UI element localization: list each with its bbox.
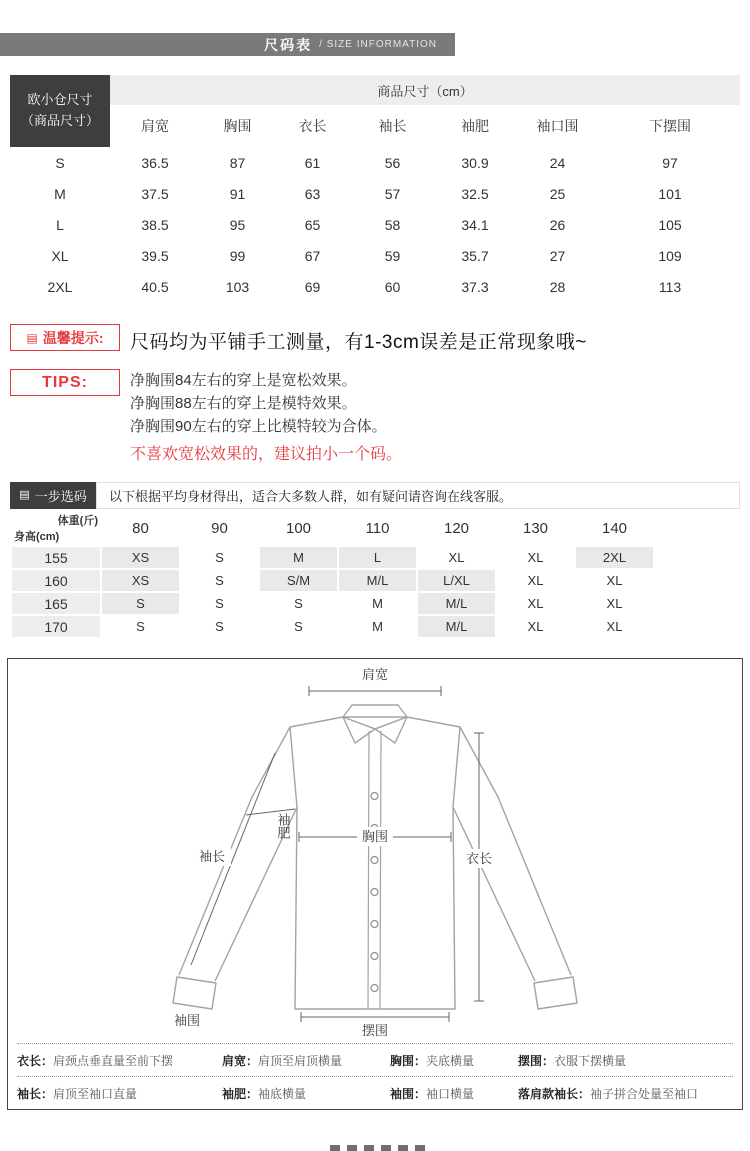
size-cell: 113 [658,278,682,295]
size-cell: 25 [549,185,566,202]
corner-line1: 欧小仓尺寸 [27,92,93,108]
collar-band [343,705,407,717]
size-cell: 34.1 [461,216,489,233]
table-row [10,271,740,302]
size-cell: 91 [229,185,246,202]
legend-item [222,1052,390,1069]
sleeve-width-label: 袖肥 [275,813,291,839]
legend-term: 袖肥： [222,1087,259,1101]
weight-header: 120 [443,519,470,537]
picker-cell: M/L [418,616,495,637]
legend-desc: 肩顶至袖口直量 [53,1087,138,1101]
table-row [10,147,740,178]
tips-text-block [130,369,402,466]
left-cuff [173,977,216,1009]
warm-tip-text: 尺码均为平铺手工测量，有1-3cm误差是正常现象哦~ [130,332,587,353]
size-cell: 57 [384,185,401,202]
height-label: 155 [12,547,100,568]
size-label: XL [51,247,69,264]
size-cell: 32.5 [461,185,489,202]
picker-cell: XL [527,596,544,611]
hem-label: 摆围 [361,1023,389,1038]
legend-item [518,1085,733,1102]
weight-header: 130 [522,519,549,537]
picker-cell: XL [448,550,465,565]
size-cell: 61 [304,154,321,171]
picker-cell: M/L [418,593,495,614]
table-row [10,178,740,209]
size-cell: 38.5 [141,216,169,233]
col-header-length: 衣长 [298,118,327,134]
chest-label: 胸围 [361,829,389,844]
weight-header: 100 [285,519,312,537]
picker-row [12,547,653,568]
picker-cell: L/XL [418,570,495,591]
picker-cell: L [339,547,416,568]
tips-line: 净胸围84左右的穿上是宽松效果。 [130,372,357,389]
legend-row [17,1076,733,1109]
length-label: 衣长 [465,851,493,866]
weight-header: 90 [211,519,228,537]
picker-cell: S [136,619,145,634]
weight-header: 140 [601,519,628,537]
legend-item [518,1052,733,1069]
shoulder-label: 肩宽 [361,667,389,682]
picker-cell: S [294,596,303,611]
picker-cell: S [215,596,224,611]
picker-cell: M/L [339,570,416,591]
size-cell: 35.7 [461,247,489,264]
picker-cell: S/M [260,570,337,591]
height-label: 170 [12,616,100,637]
legend-term: 摆围： [518,1054,555,1068]
corner-line2: （商品尺寸） [20,113,99,128]
list-icon: ▤ [26,330,38,345]
picker-cell: M [372,596,383,611]
picker-cell: XL [606,596,623,611]
weight-header: 80 [132,519,149,537]
list-icon: ▤ [19,489,30,501]
picker-row [12,593,653,614]
sleeve-length-label: 袖长 [198,849,226,864]
size-cell: 26 [549,216,566,233]
picker-row [12,616,653,637]
legend-item [222,1085,390,1102]
shirt-diagram [9,661,741,1043]
tips-line: 净胸围90左右的穿上比模特较为合体。 [130,418,387,435]
picker-cell: S [215,619,224,634]
size-table-group-header: 商品尺寸（cm） [110,75,740,105]
size-cell: 27 [549,247,566,264]
legend-term: 袖围： [390,1087,427,1101]
picker-cell: XL [527,619,544,634]
size-table-corner [10,75,110,147]
page-subtitle: / SIZE INFORMATION [319,39,437,50]
picker-cell: 2XL [576,547,653,568]
size-cell: 28 [549,278,566,295]
page-title: 尺码表 [264,36,313,53]
section-title-bar [0,33,455,56]
picker-cell: XL [606,619,623,634]
picker-cell: XL [606,573,623,588]
picker-cell: S [102,593,179,614]
size-cell: 36.5 [141,154,169,171]
picker-corner [12,511,100,545]
picker-header-row [12,511,653,545]
size-cell: 24 [549,154,566,171]
size-cell: 69 [304,278,321,295]
size-label: 2XL [47,278,73,295]
size-cell: 40.5 [141,278,169,295]
shoulder-measure-line [309,686,441,696]
height-label: 165 [12,593,100,614]
picker-cell: S [215,550,224,565]
picker-cell: M [372,619,383,634]
size-picker-label: 一步选码 [34,489,87,504]
legend-term: 胸围： [390,1054,427,1068]
weight-axis-label: 体重(斤) [57,515,98,527]
size-cell: 95 [229,216,246,233]
col-header-sleeve-width: 袖肥 [461,118,489,134]
col-header-cuff: 袖口围 [536,118,579,134]
size-cell: 37.5 [141,185,169,202]
size-cell: 56 [384,154,401,171]
size-label: M [54,185,66,202]
hem-measure-line [301,1012,449,1022]
size-cell: 37.3 [461,278,489,295]
picker-cell: S [215,573,224,588]
size-cell: 105 [658,216,682,233]
legend-item [390,1085,518,1102]
size-picker-note: 以下根据平均身材得出，适合大多数人群，如有疑问请咨询在线客服。 [96,482,740,509]
legend-item [390,1052,518,1069]
size-cell: 87 [229,154,246,171]
right-cuff [534,977,577,1009]
weight-header: 110 [365,519,390,537]
picker-cell: M [260,547,337,568]
size-cell: 101 [658,185,682,202]
size-picker-badge [10,482,96,509]
warm-tip-badge [10,324,120,351]
size-cell: 30.9 [461,154,489,171]
legend-desc: 肩颈点垂直量至前下摆 [53,1054,174,1068]
picker-cell: XL [527,550,544,565]
legend-row [17,1043,733,1076]
size-cell: 39.5 [141,247,169,264]
legend-desc: 袖子拼合处量至袖口 [590,1087,699,1101]
legend-term: 袖长： [17,1087,54,1101]
size-cell: 109 [658,247,682,264]
tips-label: TIPS: [42,373,88,391]
picker-cell: S [294,619,303,634]
col-header-chest: 胸围 [223,118,252,134]
legend-term: 衣长： [17,1054,54,1068]
right-sleeve-seam [452,805,535,981]
size-cell: 103 [225,278,250,295]
legend-desc: 袖口横量 [426,1087,475,1101]
legend-desc: 肩顶至肩顶横量 [258,1054,343,1068]
picker-row [12,570,653,591]
tips-line: 净胸围88左右的穿上是模特效果。 [130,395,357,412]
measurement-diagram-box [7,658,743,1110]
height-axis-label: 身高(cm) [14,531,60,543]
legend-desc: 衣服下摆横量 [554,1054,627,1068]
legend-desc: 夹底横量 [426,1054,475,1068]
legend-term: 落肩款袖长： [518,1087,591,1101]
warm-tip-label: 温馨提示: [42,329,104,346]
picker-cell: XS [102,570,179,591]
size-cell: 99 [229,247,246,264]
tips-highlight-line: 不喜欢宽松效果的，建议拍小一个码。 [130,446,403,463]
col-header-sleeve-length: 袖长 [378,118,407,134]
height-label: 160 [12,570,100,591]
size-cell: 60 [384,278,401,295]
size-cell: 63 [304,185,321,202]
legend-item [17,1085,222,1102]
size-table-header-row [10,105,740,147]
size-label: S [55,154,65,171]
size-cell: 59 [384,247,401,264]
picker-cell: XS [102,547,179,568]
legend-item [17,1052,222,1069]
size-cell: 67 [304,247,321,264]
picker-cell: XL [527,573,544,588]
col-header-hem: 下摆围 [649,118,692,134]
legend-term: 肩宽： [222,1054,259,1068]
size-table [10,75,740,302]
size-cell: 97 [662,154,678,171]
size-cell: 58 [384,216,401,233]
size-label: L [56,216,64,233]
size-picker-table [10,509,655,639]
cuff-label: 袖围 [173,1013,201,1028]
table-row [10,240,740,271]
legend-desc: 袖底横量 [258,1087,307,1101]
cropped-next-section [330,1145,426,1151]
table-row [10,209,740,240]
tips-badge [10,369,120,396]
col-header-shoulder: 肩宽 [141,118,169,134]
size-cell: 65 [304,216,321,233]
